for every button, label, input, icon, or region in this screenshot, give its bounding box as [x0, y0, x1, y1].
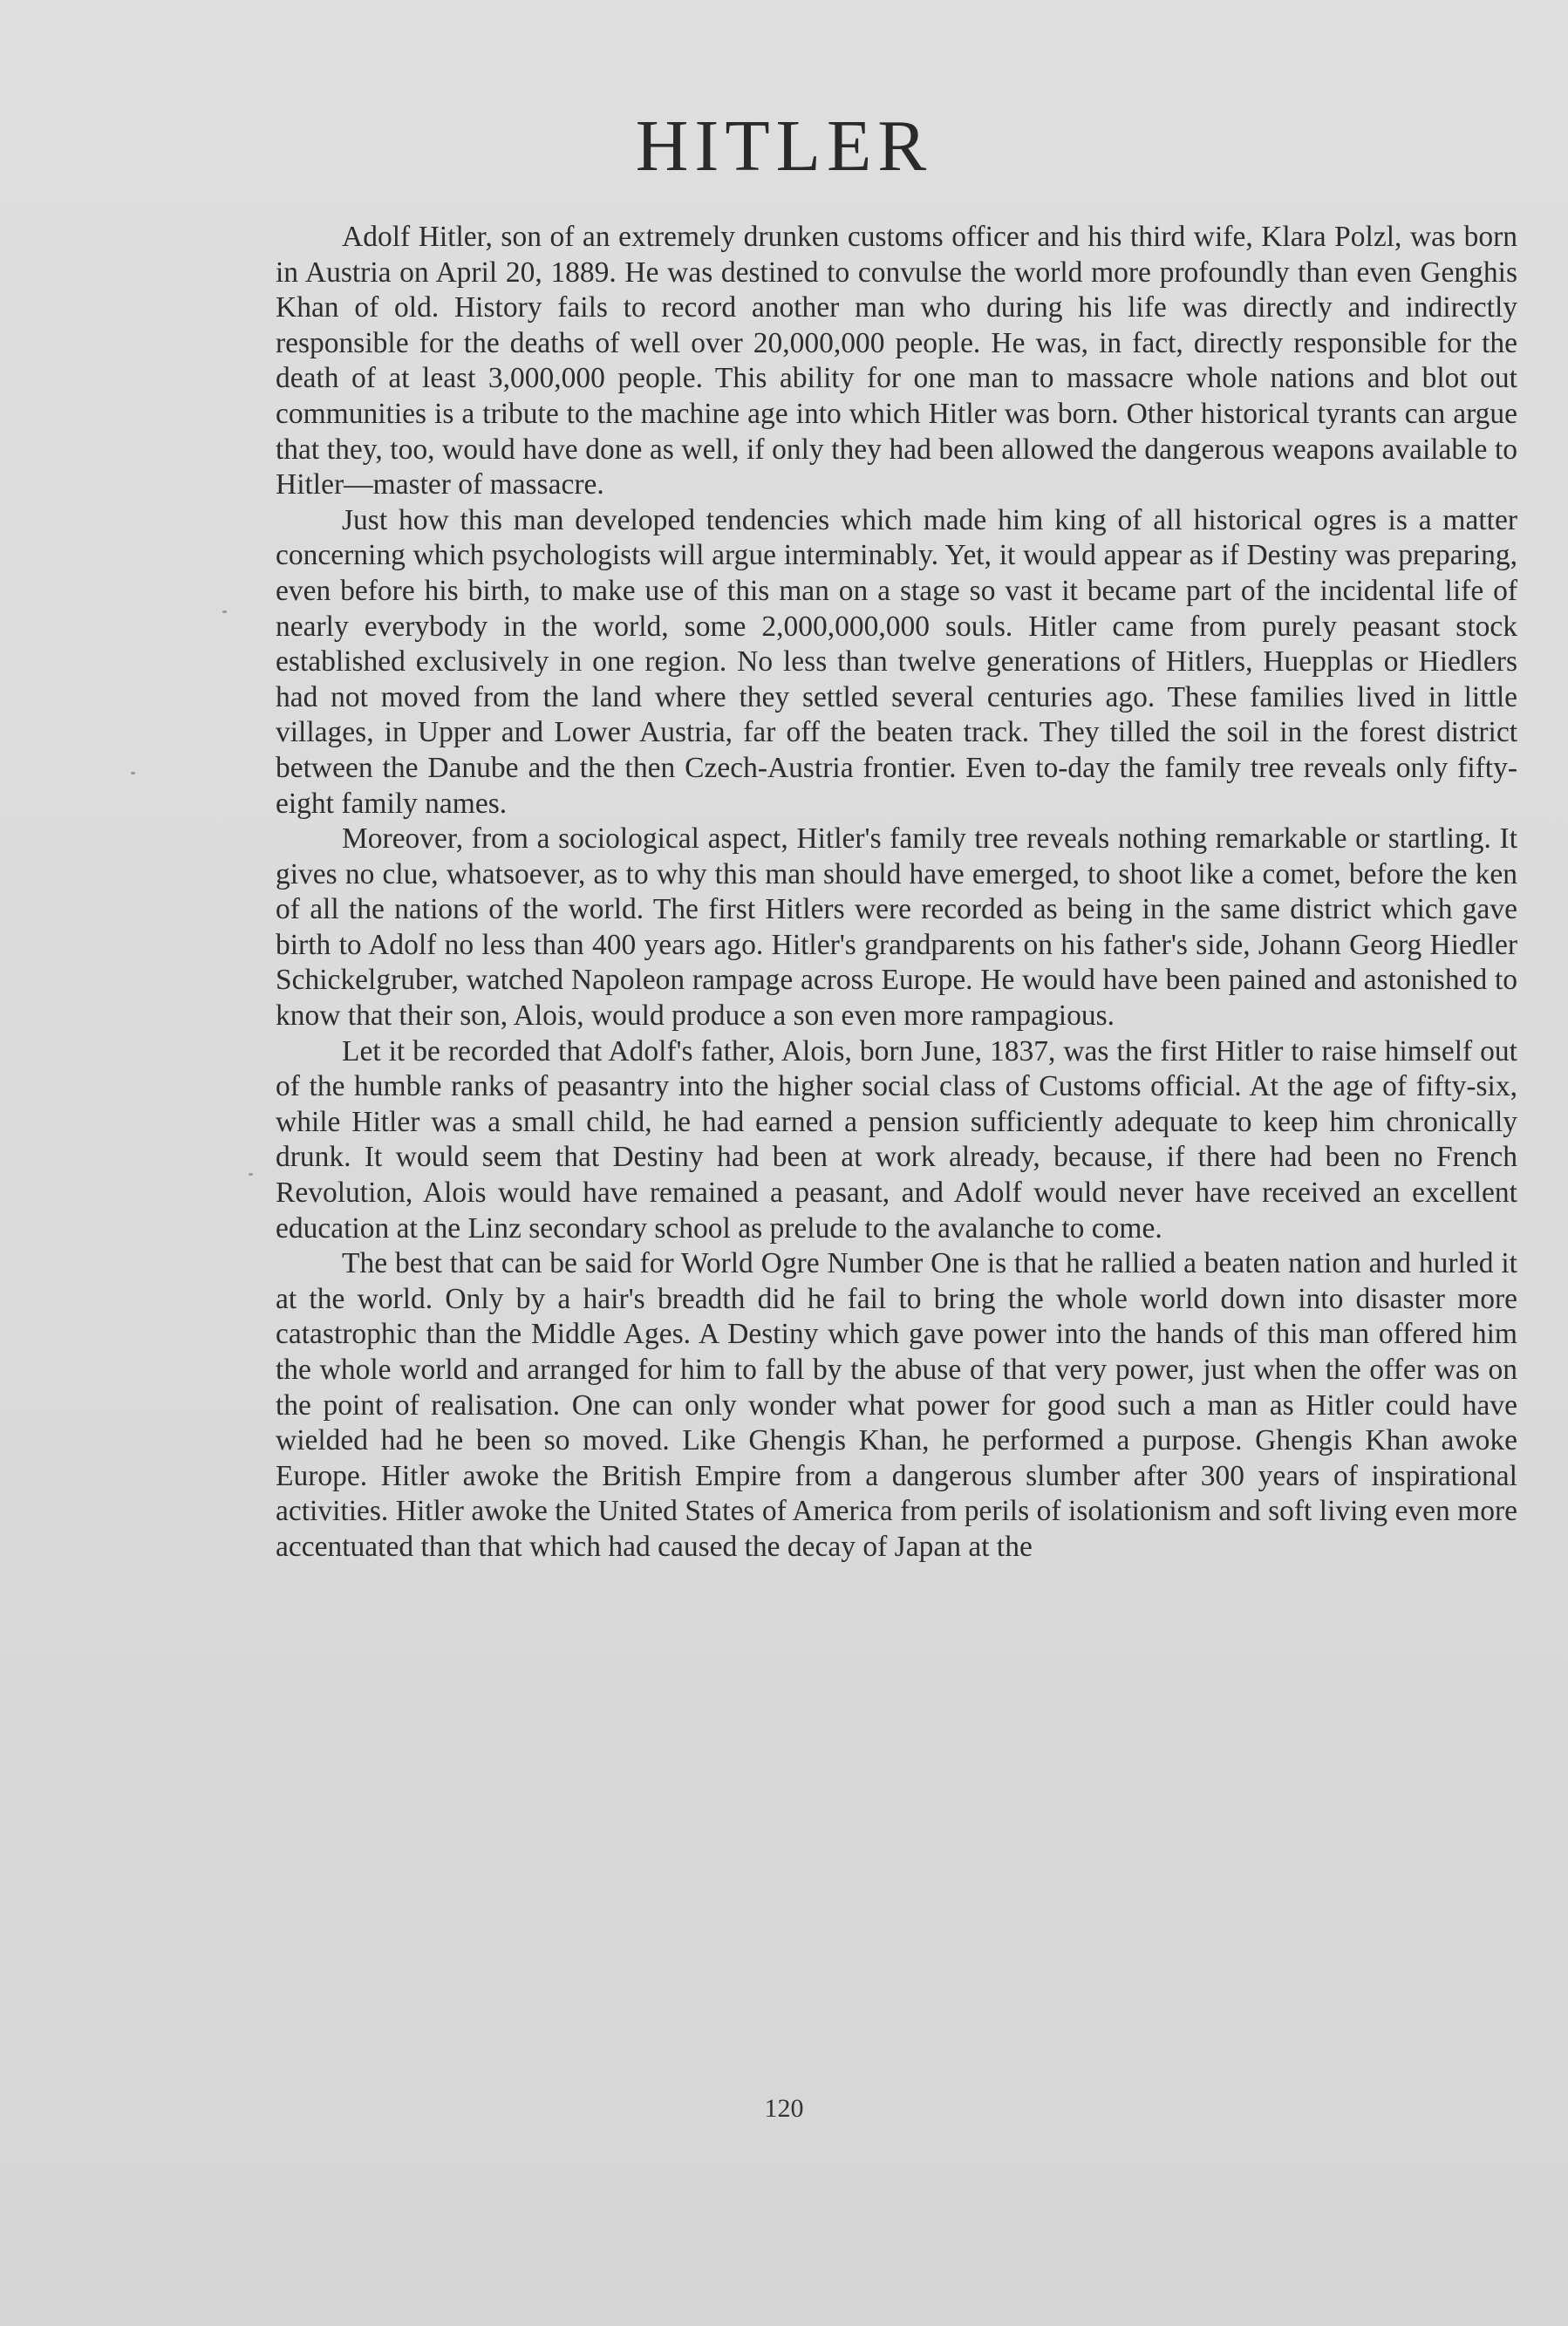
margin-speck: [249, 1173, 253, 1176]
paragraph: Just how this man developed tendencies which made him king of all historical ogres is a matter concerning which psychologists will argue interminably. Yet, it would appear as if Destiny was preparing, even before his birth, to make use of this man on a stage so vast it became part of the incidental life of nearly everybody in the world, some 2,000,000,000 souls. Hitler came from purely peasant stock established exclusively in one region. No less than twelve generations of Hitlers, Huepplas or Hiedlers had not moved from the land where they settled several centuries ago. These families lived in little villages, in Upper and Lower Austria, far off the beaten track. They tilled the soil in the forest district between the Danube and the then Czech-Austria frontier. Even to-day the family tree reveals only fifty-eight family names.: [276, 503, 1517, 820]
page-number: 120: [764, 2094, 804, 2123]
margin-speck: [131, 772, 135, 774]
paragraph: The best that can be said for World Ogre Number One is that he rallied a beaten nation and hurled it at the world. Only by a hair's breadth did he fail to bring the whole world down into disaster more catastrophic than the Middle Ages. A Destiny which gave power into the hands of this man offered him the whole world and arranged for him to fall by the abuse of that very power, just when the offer was on the point of realisation. One can only wonder what power for good such a man as Hitler could have wielded had he been so moved. Like Ghengis Khan, he performed a purpose. Ghengis Khan awoke Europe. Hitler awoke the British Empire from a dangerous slumber after 300 years of inspirational activities. Hitler awoke the United States of America from perils of isolationism and soft living even more accentuated than that which had caused the decay of Japan at the: [276, 1247, 1517, 1563]
paragraph: Let it be recorded that Adolf's father, Alois, born June, 1837, was the first Hitler to raise himself out of the humble ranks of peasantry into the higher social class of Customs official. At the age of fifty-six, while Hitler was a small child, he had earned a pension sufficiently adequate to keep him chronically drunk. It would seem that Destiny had been at work already, because, if there had been no French Revolution, Alois would have remained a peasant, and Adolf would never have received an excellent education at the Linz secondary school as prelude to the avalanche to come.: [276, 1034, 1517, 1245]
article-body: [276, 220, 1517, 1565]
margin-speck: [222, 610, 227, 613]
paragraph: Adolf Hitler, son of an extremely drunken customs officer and his third wife, Klara Polzl, was born in Austria on April 20, 1889. He was destined to convulse the world more profoundly than even Genghis Khan of old. History fails to record another man who during his life was directly and indirectly responsible for the deaths of well over 20,000,000 people. He was, in fact, directly responsible for the death of at least 3,000,000 people. This ability for one man to massacre whole nations and blot out communities is a tribute to the machine age into which Hitler was born. Other historical tyrants can argue that they, too, would have done as well, if only they had been allowed the dangerous weapons available to Hitler—master of massacre.: [276, 221, 1517, 501]
page-title: HITLER: [635, 106, 933, 187]
paragraph: Moreover, from a sociological aspect, Hitler's family tree reveals nothing remarkable or startling. It gives no clue, whatsoever, as to why this man should have emerged, to shoot like a comet, before the ken of all the nations of the world. The first Hitlers were recorded as being in the same district which gave birth to Adolf no less than 400 years ago. Hitler's grandparents on his father's side, Johann Georg Hiedler Schickelgruber, watched Napoleon rampage across Europe. He would have been pained and astonished to know that their son, Alois, would produce a son even more rampagious.: [276, 822, 1517, 1033]
